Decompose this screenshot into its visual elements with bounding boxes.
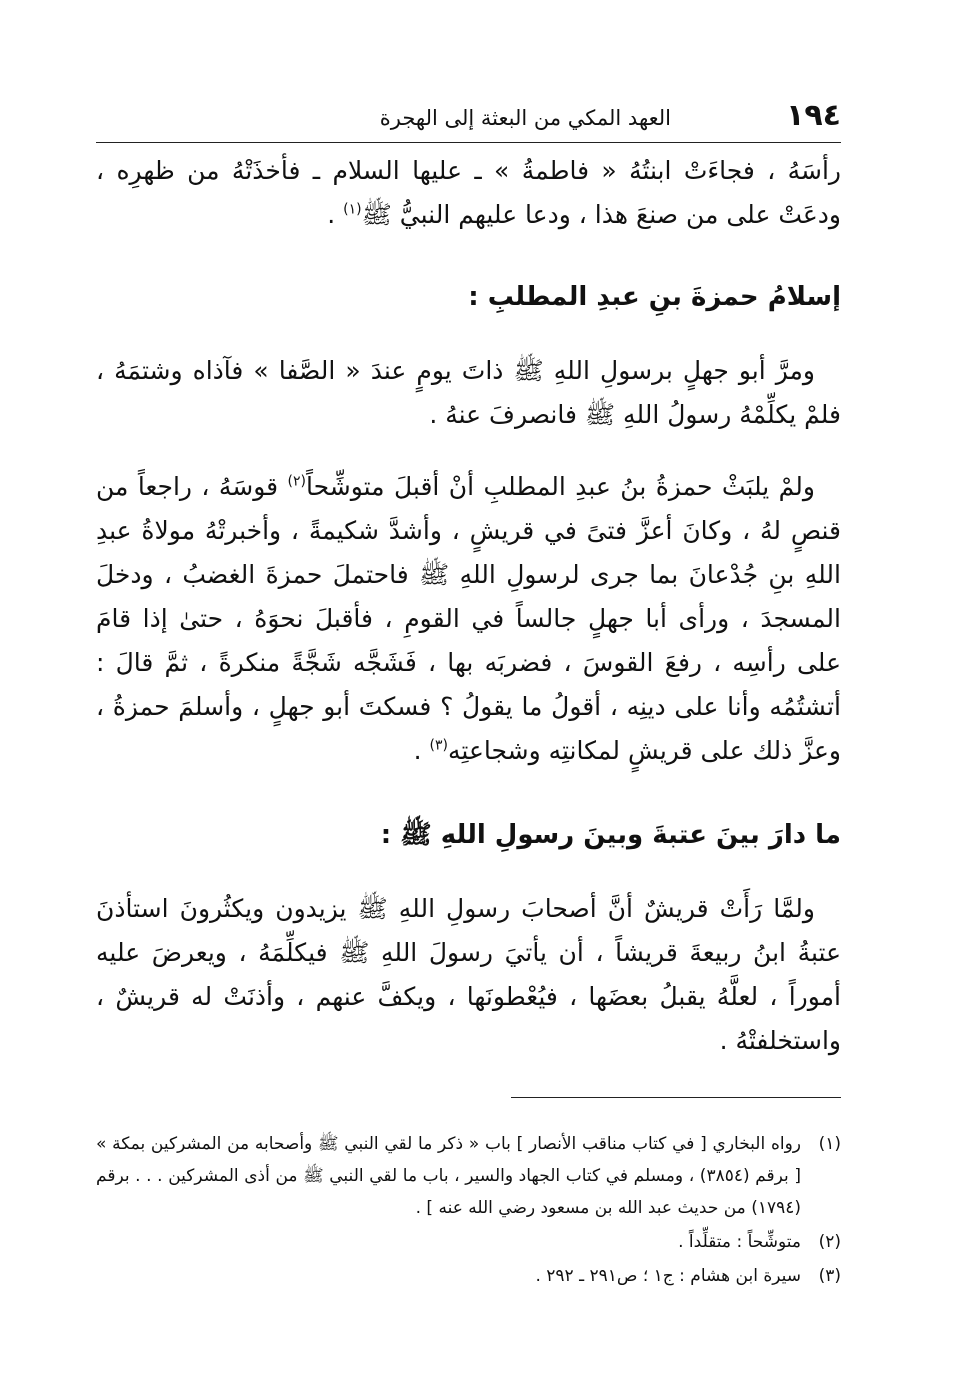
section-heading-utbah: ما دارَ بينَ عتبةَ وبينَ رسولِ اللهِ ﷺ : <box>380 820 841 850</box>
paragraph-hamza-islam <box>96 465 841 773</box>
footnote-mark: (٢) <box>818 1232 841 1252</box>
book-page <box>96 92 841 1352</box>
footnote-ref-2: (٢) <box>287 473 307 490</box>
footnote-mark: (٣) <box>818 1266 841 1286</box>
footnote-text: رواه البخاري [ في كتاب مناقب الأنصار ] باب « ذكر ما لقي النبي ﷺ وأصحابه من المشركين بمكة » [ برقم (٣٨٥٤) ، ومسلم في كتاب الجهاد والسير ، باب ما لقي النبي ﷺ من أذى المشركين . . . برقم (١٧٩٤) من حديث عبد الله بن مسعود رضي الله عنه ] . <box>96 1134 802 1218</box>
footnote-ref-1: (١) <box>343 201 362 218</box>
intro-tail: . <box>327 200 344 229</box>
footnotes <box>96 1128 841 1292</box>
intro-paragraph <box>96 149 841 237</box>
footnote-ref-3: (٣) <box>429 737 449 754</box>
footnote-item <box>96 1226 841 1258</box>
footnote-item <box>96 1260 841 1292</box>
paragraph-abu-jahl: ومرَّ أبو جهلٍ برسولِ اللهِ ﷺ ذاتَ يومٍ عندَ « الصَّفا » فآذاه وشتمَهُ ، فلمْ يكلِّمْهُ رسولُ اللهِ ﷺ فانصرفَ عنهُ . <box>96 356 841 429</box>
paragraph-hamza-tail: . <box>413 736 430 765</box>
running-title: العهد المكي من البعثة إلى الهجرة <box>379 106 671 130</box>
footnote-mark: (١) <box>818 1134 841 1154</box>
footnote-text: سيرة ابن هشام : ج١ ؛ ص٢٩١ ـ ٢٩٢ . <box>535 1266 801 1286</box>
page-number: ١٩٤ <box>786 98 841 133</box>
page-header <box>96 92 841 143</box>
footnote-item <box>96 1128 841 1224</box>
paragraph-hamza-start: ولمْ يلبَثْ حمزةُ بنُ عبدِ المطلبِ أنْ أقبلَ متوشِّحاً <box>306 472 815 501</box>
paragraph-utbah: ولمَّا رَأَتْ قريشٌ أنَّ أصحابَ رسولِ اللهِ ﷺ يزيدون ويكثُرونَ استأذنَ عتبةُ ابنُ ربيعةَ قريشاً ، أن يأتيَ رسولَ اللهِ ﷺ فيكلِّمَهُ ، ويعرضَ عليه أموراً ، لعلَّهُ يقبلُ بعضَها ، فيُعْطونَها ، ويكفَّ عنهم ، وأذنَتْ له قريشٌ ، واستخلفتْهُ . <box>96 894 841 1055</box>
section-heading-hamza: إسلامُ حمزةَ بنِ عبدِ المطلبِ : <box>468 282 841 312</box>
paragraph-hamza-body: قوسَهُ ، راجعاً من قنصٍ لهُ ، وكانَ أعزَّ فتىً في قريشٍ ، وأشدَّ شكيمةً ، وأخبرتْهُ مولاةُ عبدِ اللهِ بنِ جُدْعانَ بما جرى لرسولِ اللهِ ﷺ فاحتملَ حمزةَ الغضبُ ، ودخلَ المسجدَ ، ورأى أبا جهلٍ جالساً في القومِ ، فأقبلَ نحوَهُ ، حتىٰ إذا قامَ على رأسِه ، رفعَ القوسَ ، فضربَه بها ، فَشَجَّه شَجَّةً منكرةً ، ثمَّ قالَ : أتشتُمُه وأنا على دينِه ، أقولُ ما يقولُ ؟ فسكتَ أبو جهلٍ ، وأسلمَ حمزةُ ، وعزَّ ذلك على قريشٍ لمكانتِه وشجاعتِه <box>96 472 841 765</box>
footnote-text: متوشِّحاً : متقلِّداً . <box>678 1232 801 1252</box>
intro-text: رأسَهُ ، فجاءَتْ ابنتُهُ « فاطمةُ » ـ عليها السلام ـ فأخذَتْهُ من ظهرِه ، ودعَتْ على من صنعَ هذا ، ودعا عليهم النبيُّ ﷺ <box>96 156 841 229</box>
footnote-divider <box>511 1097 841 1098</box>
